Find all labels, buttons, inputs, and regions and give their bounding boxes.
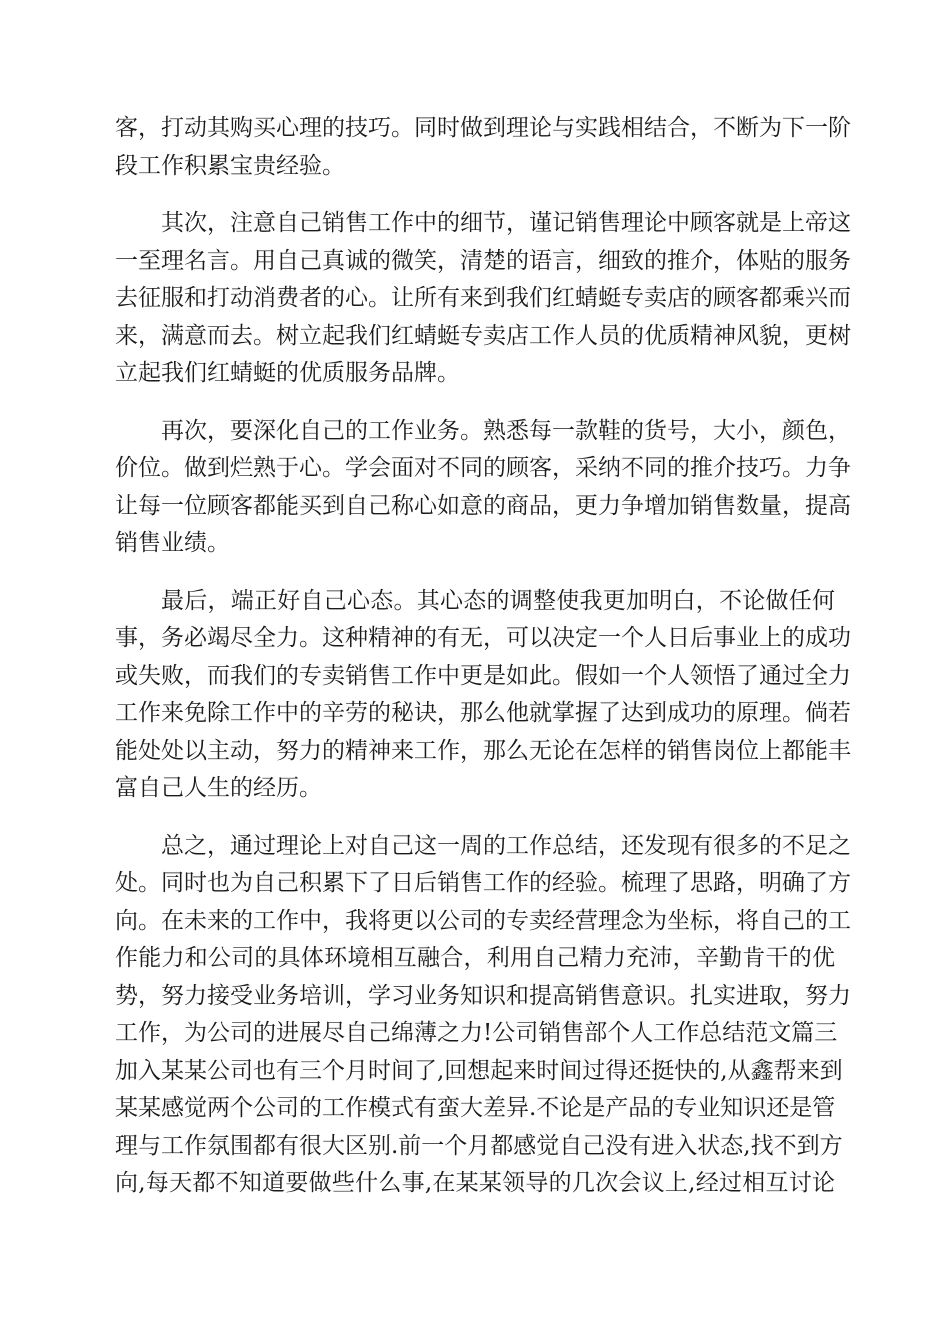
text-line: 一至理名言。用自己真诚的微笑，清楚的语言，细致的推介，体贴的服务: [115, 247, 851, 274]
text-line: 富自己人生的经历。: [115, 775, 322, 801]
text-line: 加入某某公司也有三个月时间了,回想起来时间过得还挺快的,从鑫帮来到: [115, 1057, 843, 1084]
text-line: 总之，通过理论上对自己这一周的工作总结，还发现有很多的不足之: [161, 832, 851, 859]
text-line: 或失败，而我们的专卖销售工作中更是如此。假如一个人领悟了通过全力: [115, 662, 851, 689]
text-line: 事，务必竭尽全力。这种精神的有无，可以决定一个人日后事业上的成功: [115, 625, 851, 651]
text-line: 处。同时也为自己积累下了日后销售工作的经验。梳理了思路，明确了方: [115, 870, 851, 896]
paragraph: [115, 828, 851, 1203]
text-line: 来，满意而去。树立起我们红蜻蜓专卖店工作人员的优质精神风貌，更树: [115, 322, 851, 349]
text-line: 能处处以主动，努力的精神来工作，那么无论在怎样的销售岗位上都能丰: [115, 737, 851, 764]
text-line: 理与工作氛围都有很大区别.前一个月都感觉自己没有进入状态,找不到方: [115, 1132, 843, 1159]
text-line: 势，努力接受业务培训，学习业务知识和提高销售意识。扎实进取，努力: [115, 982, 851, 1009]
text-line: 让每一位顾客都能买到自己称心如意的商品，更力争增加销售数量，提高: [115, 492, 851, 519]
text-line: 工作，为公司的进展尽自己绵薄之力!公司销售部个人工作总结范文篇三: [115, 1020, 838, 1046]
text-line: 工作来免除工作中的辛劳的秘诀，那么他就掌握了达到成功的原理。倘若: [115, 700, 851, 726]
document-body: [115, 110, 851, 1223]
paragraph: [115, 583, 851, 808]
text-line: 价位。做到烂熟于心。学会面对不同的顾客，采纳不同的推介技巧。力争: [115, 455, 851, 481]
text-line: 再次，要深化自己的工作业务。熟悉每一款鞋的货号，大小，颜色，: [161, 417, 851, 444]
text-line: 销售业绩。: [115, 530, 230, 556]
text-line: 去征服和打动消费者的心。让所有来到我们红蜻蜓专卖店的顾客都乘兴而: [115, 285, 851, 311]
paragraph: [115, 413, 851, 563]
text-line: 段工作积累宝贵经验。: [115, 152, 345, 179]
text-line: 其次，注意自己销售工作中的细节，谨记销售理论中顾客就是上帝这: [161, 210, 851, 236]
text-line: 最后，端正好自己心态。其心态的调整使我更加明白，不论做任何: [161, 587, 835, 614]
text-line: 向。在未来的工作中，我将更以公司的专卖经营理念为坐标，将自己的工: [115, 907, 851, 934]
paragraph: [115, 110, 851, 185]
text-line: 立起我们红蜻蜓的优质服务品牌。: [115, 360, 460, 386]
text-line: 某某感觉两个公司的工作模式有蛮大差异.不论是产品的专业知识还是管: [115, 1095, 836, 1121]
text-line: 客，打动其购买心理的技巧。同时做到理论与实践相结合，不断为下一阶: [115, 115, 851, 141]
paragraph: [115, 205, 851, 393]
text-line: 作能力和公司的具体环境相互融合，利用自己精力充沛，辛勤肯干的优: [115, 945, 835, 971]
text-line: 向,每天都不知道要做些什么事,在某某领导的几次会议上,经过相互讨论: [115, 1170, 835, 1196]
